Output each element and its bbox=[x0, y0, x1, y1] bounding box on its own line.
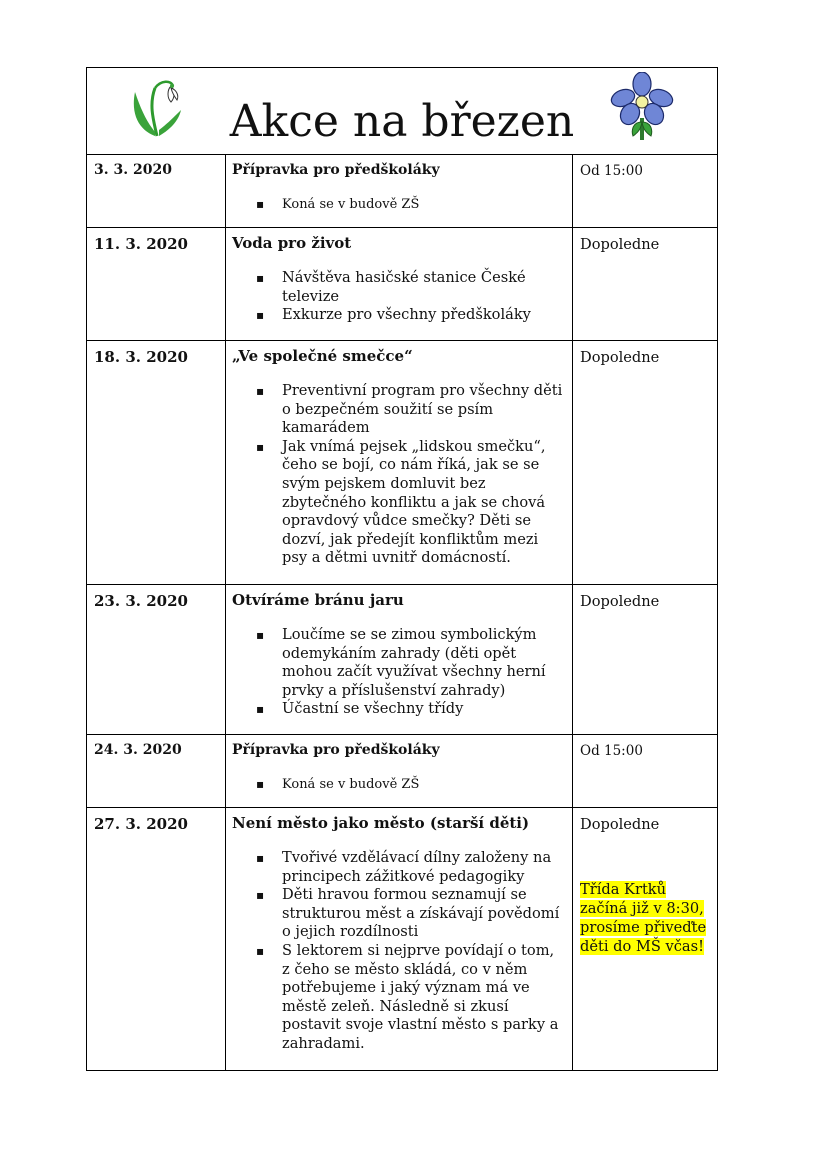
list-item: ▪ Jak vnímá pejsek „lidskou smečku“, čeho se bojí, co nám říká, jak se se svým pejskem domluvit bez zbytečného konfliktu a jak se chová opravdový vůdce smečky? Děti se dozví, jak předejít konfliktům mezi psy a dětmi uvnitř domácností. bbox=[282, 438, 566, 568]
event-time: Dopoledne bbox=[573, 341, 718, 585]
event-time: Od 15:00 bbox=[573, 155, 718, 228]
event-cell bbox=[226, 808, 573, 1071]
list-item: ▪ Koná se v budově ZŠ bbox=[282, 776, 566, 793]
event-time-cell bbox=[573, 808, 718, 1071]
event-title: Přípravka pro předškoláky bbox=[232, 162, 440, 178]
event-date: 27. 3. 2020 bbox=[87, 808, 226, 1071]
table-row bbox=[87, 735, 718, 808]
event-title: Otvíráme bránu jaru bbox=[232, 591, 404, 609]
list-item: ▪ Návštěva hasičské stanice České televize bbox=[282, 269, 566, 306]
blue-flower-icon bbox=[609, 72, 675, 142]
page-title: Akce na březen bbox=[229, 96, 575, 147]
list-item: ▪ Koná se v budově ZŠ bbox=[282, 196, 566, 213]
event-cell bbox=[226, 341, 573, 585]
event-date: 11. 3. 2020 bbox=[87, 228, 226, 341]
events-table bbox=[86, 67, 718, 1071]
event-cell bbox=[226, 585, 573, 735]
event-time: Dopoledne bbox=[580, 816, 660, 833]
event-bullets bbox=[232, 849, 566, 1054]
event-cell bbox=[226, 228, 573, 341]
event-cell bbox=[226, 155, 573, 228]
header-cell bbox=[87, 68, 718, 155]
event-bullets bbox=[232, 382, 566, 568]
event-bullets bbox=[232, 776, 566, 793]
highlighted-note: Třída Krtků začíná již v 8:30, prosíme přiveďte děti do MŠ včas! bbox=[580, 881, 707, 955]
table-row bbox=[87, 155, 718, 228]
event-date: 24. 3. 2020 bbox=[87, 735, 226, 808]
table-row bbox=[87, 585, 718, 735]
event-date: 18. 3. 2020 bbox=[87, 341, 226, 585]
table-row bbox=[87, 808, 718, 1071]
list-item: ▪ Děti hravou formou seznamují se strukturou měst a získávají povědomí o jejich rozdílnosti bbox=[282, 886, 566, 942]
event-title: Není město jako město (starší děti) bbox=[232, 814, 530, 832]
list-item: ▪ Účastní se všechny třídy bbox=[282, 700, 566, 719]
event-date: 23. 3. 2020 bbox=[87, 585, 226, 735]
event-bullets bbox=[232, 626, 566, 719]
list-item: ▪ Preventivní program pro všechny děti o bezpečném soužití se psím kamarádem bbox=[282, 382, 566, 438]
event-bullets bbox=[232, 196, 566, 213]
list-item: ▪ Tvořivé vzdělávací dílny založeny na principech zážitkové pedagogiky bbox=[282, 849, 566, 886]
event-bullets bbox=[232, 269, 566, 325]
event-time: Od 15:00 bbox=[573, 735, 718, 808]
list-item: ▪ Exkurze pro všechny předškoláky bbox=[282, 306, 566, 325]
event-title: Voda pro život bbox=[232, 234, 352, 252]
event-time: Dopoledne bbox=[573, 228, 718, 341]
list-item: ▪ S lektorem si nejprve povídají o tom, z čeho se město skládá, co v něm potřebujeme i jaký význam má ve městě zeleň. Následně si zkusí postavit svoje vlastní město s parky a zahradami. bbox=[282, 942, 566, 1054]
event-cell bbox=[226, 735, 573, 808]
event-title: „Ve společné smečce“ bbox=[232, 347, 413, 365]
table-row bbox=[87, 341, 718, 585]
event-time: Dopoledne bbox=[573, 585, 718, 735]
table-row bbox=[87, 228, 718, 341]
list-item: ▪ Loučíme se se zimou symbolickým odemykáním zahrady (děti opět mohou začít využívat všechny herní prvky a příslušenství zahrady) bbox=[282, 626, 566, 700]
event-title: Přípravka pro předškoláky bbox=[232, 742, 440, 758]
event-date: 3. 3. 2020 bbox=[87, 155, 226, 228]
